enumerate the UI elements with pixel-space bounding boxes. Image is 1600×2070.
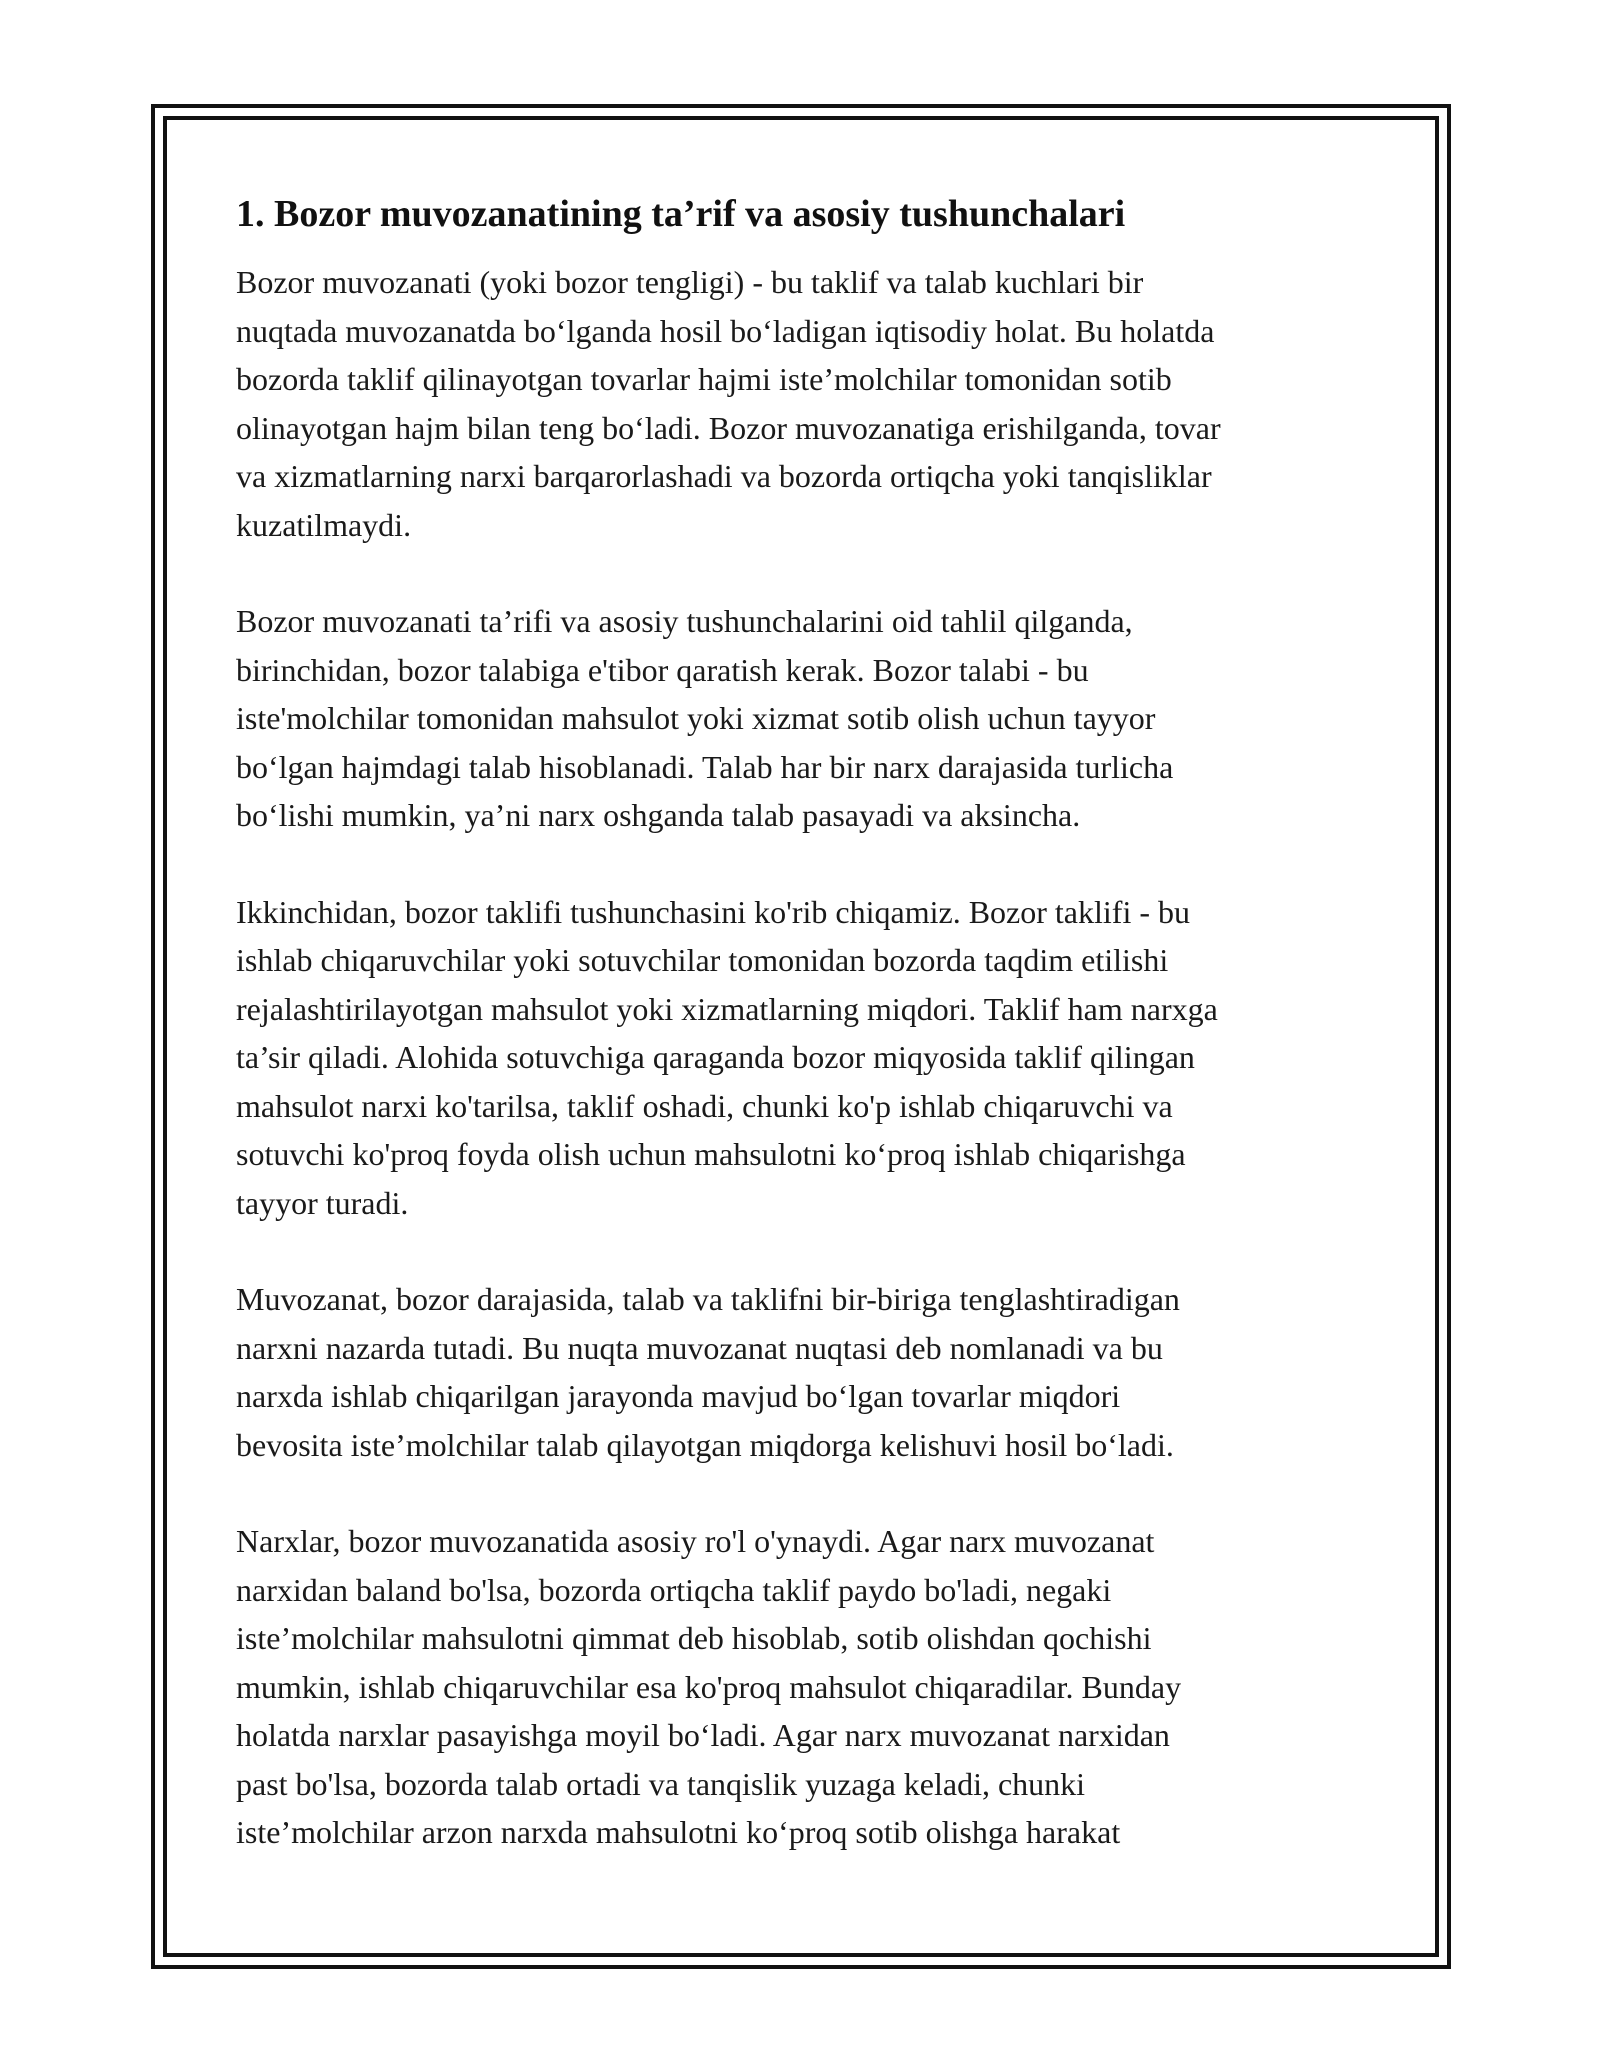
text-line: narxidan baland bo'lsa, bozorda ortiqcha taklif paydo bo'ladi, negaki — [236, 1571, 1112, 1608]
text-line: olinayotgan hajm bilan teng bo‘ladi. Bozor muvozanatiga erishilganda, tovar — [236, 409, 1221, 446]
text-line: bozorda taklif qilinayotgan tovarlar hajmi iste’molchilar tomonidan sotib — [236, 361, 1172, 397]
text-line: kuzatilmaydi. — [236, 506, 412, 543]
text-line: holatda narxlar pasayishga moyil bo‘ladi. Agar narx muvozanat narxidan — [236, 1717, 1170, 1753]
text-line: birinchidan, bozor talabiga e'tibor qaratish kerak. Bozor talabi - bu — [236, 651, 1089, 688]
section-heading: 1. Bozor muvozanatining ta’rif va asosiy tushunchalari — [236, 193, 1126, 235]
text-line: va xizmatlarning narxi barqarorlashadi va bozorda ortiqcha yoki tanqisliklar — [236, 458, 1212, 494]
text-line: sotuvchi ko'proq foyda olish uchun mahsulotni ko‘proq ishlab chiqarishga — [236, 1136, 1186, 1172]
text-line: Ikkinchidan, bozor taklifi tushunchasini ko'rib chiqamiz. Bozor taklifi - bu — [236, 893, 1190, 930]
text-line: iste’molchilar arzon narxda mahsulotni ko‘proq sotib olishga harakat — [236, 1814, 1121, 1850]
text-line: rejalashtirilayotgan mahsulot yoki xizmatlarning miqdori. Taklif ham narxga — [236, 990, 1218, 1027]
text-line: bo‘lishi mumkin, ya’ni narx oshganda talab pasayadi va aksincha. — [236, 797, 1081, 833]
text-line: ta’sir qiladi. Alohida sotuvchiga qaraganda bozor miqyosida taklif qilingan — [236, 1039, 1195, 1075]
text-line: mahsulot narxi ko'tarilsa, taklif oshadi, chunki ko'p ishlab chiqaruvchi va — [236, 1087, 1173, 1124]
paragraph-5 — [236, 1517, 1376, 1857]
text-line: narxni nazarda tutadi. Bu nuqta muvozanat nuqtasi deb nomlanadi va bu — [236, 1329, 1163, 1366]
text-line: Bozor muvozanati ta’rifi va asosiy tushunchalarini oid tahlil qilganda, — [236, 603, 1133, 639]
text-line: bevosita iste’molchilar talab qilayotgan miqdorga kelishuvi hosil bo‘ladi. — [236, 1426, 1174, 1463]
text-line: past bo'lsa, bozorda talab ortadi va tanqislik yuzaga keladi, chunki — [236, 1765, 1086, 1802]
text-line: mumkin, ishlab chiqaruvchilar esa ko'proq mahsulot chiqaradilar. Bunday — [236, 1668, 1182, 1705]
text-line: tayyor turadi. — [236, 1184, 409, 1221]
text-line: iste’molchilar mahsulotni qimmat deb hisoblab, sotib olishdan qochishi — [236, 1620, 1152, 1656]
text-line: Narxlar, bozor muvozanatida asosiy ro'l o'ynaydi. Agar narx muvozanat — [236, 1523, 1155, 1559]
paragraph-1 — [236, 258, 1376, 549]
text-line: iste'molchilar tomonidan mahsulot yoki xizmat sotib olish uchun tayyor — [236, 700, 1156, 736]
text-line: ishlab chiqaruvchilar yoki sotuvchilar tomonidan bozorda taqdim etilishi — [236, 942, 1169, 978]
text-line: nuqtada muvozanatda bo‘lganda hosil bo‘ladigan iqtisodiy holat. Bu holatda — [236, 312, 1215, 349]
paragraph-2 — [236, 597, 1376, 840]
text-line: Muvozanat, bozor darajasida, talab va taklifni bir-biriga tenglashtiradigan — [236, 1281, 1180, 1317]
text-line: narxda ishlab chiqarilgan jarayonda mavjud bo‘lgan tovarlar miqdori — [236, 1378, 1121, 1414]
paragraph-4 — [236, 1275, 1376, 1469]
paragraph-3 — [236, 888, 1376, 1228]
text-line: Bozor muvozanati (yoki bozor tengligi) - bu taklif va talab kuchlari bir — [236, 264, 1144, 300]
document-body — [236, 186, 1376, 1905]
text-line: bo‘lgan hajmdagi talab hisoblanadi. Talab har bir narx darajasida turlicha — [236, 748, 1174, 785]
